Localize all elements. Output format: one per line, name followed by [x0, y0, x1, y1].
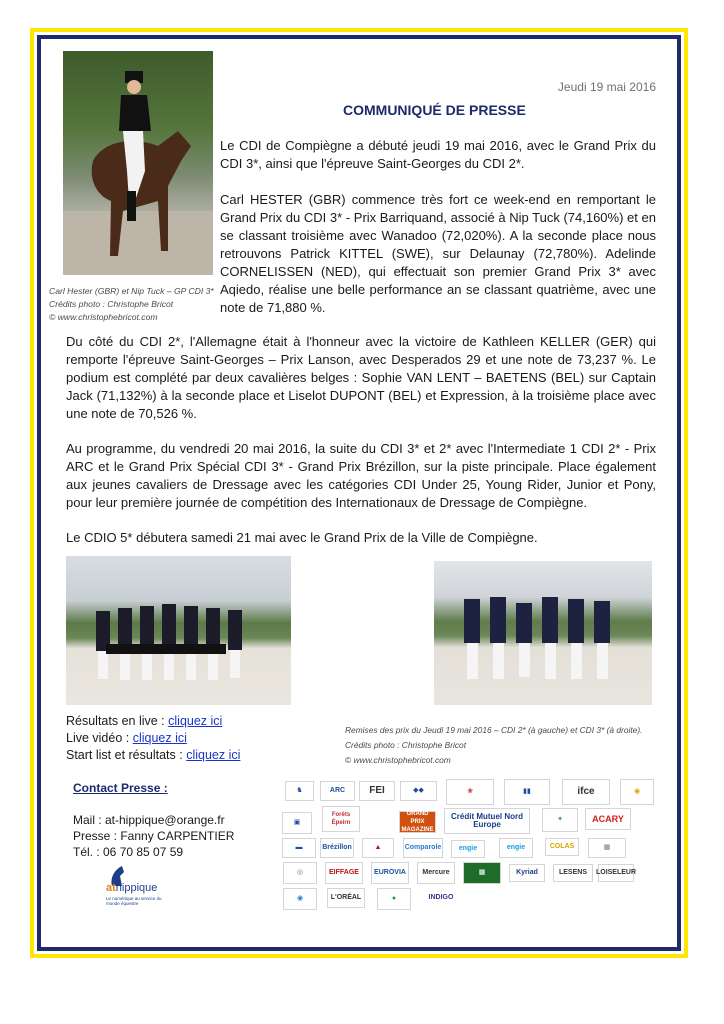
paragraph-cdio: Le CDIO 5* débutera samedi 21 mai avec le Grand Prix de la Ville de Compiègne.	[66, 530, 538, 545]
sponsor-logo: L'ORÉAL	[327, 888, 365, 908]
sponsor-logo: LESENS	[553, 864, 593, 882]
sponsor-logo: Forêts Épeirn	[322, 806, 360, 832]
results-live-link[interactable]: cliquez ici	[168, 714, 223, 728]
sponsor-logo: Kyriad	[509, 864, 545, 882]
at-hippique-logo: athippique Le numérique au service du monde équestre	[104, 864, 174, 904]
press-date: Jeudi 19 mai 2016	[557, 80, 656, 94]
photo-podium-cdi3	[434, 561, 652, 705]
sponsor-logo: ▲	[362, 838, 394, 858]
sponsor-logo: Comparole	[403, 838, 443, 858]
sponsor-logo: ifce	[562, 779, 610, 805]
photo-podium-cdi2	[66, 556, 291, 705]
sponsor-logo: COLAS	[545, 838, 579, 856]
page-title: COMMUNIQUÉ DE PRESSE	[343, 102, 526, 118]
sponsor-logo: GRAND PRIX MAGAZINE	[399, 811, 436, 833]
sponsor-logo: LOISELEUR	[598, 864, 634, 882]
sponsor-logo: EIFFAGE	[325, 862, 363, 884]
sponsor-logo: Brézillon	[320, 838, 354, 858]
contact-lines	[73, 812, 234, 860]
contact-title: Contact Presse :	[73, 781, 168, 795]
contact-tel: Tél. : 06 70 85 07 59	[73, 845, 184, 859]
sponsor-logo: ✦	[542, 808, 578, 832]
photo-rider	[63, 51, 213, 275]
horse-rider-illustration	[63, 51, 213, 275]
caption-line: Carl Hester (GBR) et Nip Tuck – GP CDI 3*	[49, 286, 214, 296]
caption-line: © www.christophebricot.com	[345, 755, 451, 765]
contact-presse: Presse : Fanny CARPENTIER	[73, 829, 235, 843]
sponsor-logo: Crédit Mutuel Nord Europe	[444, 808, 530, 834]
sponsor-logo: ▮▮	[504, 779, 550, 805]
sponsor-logo: INDIGO	[421, 888, 461, 908]
contact-mail: Mail : at-hippique@orange.fr	[73, 813, 225, 827]
caption-line: Crédits photo : Christophe Bricot	[345, 740, 467, 750]
links-block	[66, 713, 240, 764]
sponsor-logo: ▬	[282, 838, 316, 858]
bottom-photo-caption	[345, 724, 642, 767]
sponsor-logo: FEI	[359, 781, 395, 801]
group-illustration-right	[434, 561, 652, 705]
sponsor-logo: ▣	[282, 812, 312, 834]
paragraph-programme: Au programme, du vendredi 20 mai 2016, la suite du CDI 3* et 2* avec l'Intermediate 1 CDI 2* - Prix ARC et le Grand Prix Spécial CDI 3* - Grand Prix Brézillon, sur la piste principale. Place également aux jeunes cavaliers de Dressage avec les catégories CDI Under 25, Young Rider, Junior et Pony, pour leur première journée de compétition des Internationaux de Dressage de Compiègne.	[66, 441, 656, 510]
link-row-results: Résultats en live : cliquez ici	[66, 714, 223, 728]
sponsor-logo: ◉	[620, 779, 654, 805]
live-video-link[interactable]: cliquez ici	[132, 731, 187, 745]
top-photo-caption	[49, 285, 214, 324]
sponsor-logo: ARC	[320, 781, 355, 801]
sponsor-logo: ●	[377, 888, 411, 910]
sponsor-logo: ▦	[463, 862, 501, 884]
link-row-startlist: Start list et résultats : cliquez ici	[66, 748, 241, 762]
logo-text: hippique	[115, 882, 158, 894]
start-list-link[interactable]: cliquez ici	[186, 748, 241, 762]
paragraph-cdi3: Carl HESTER (GBR) commence très fort ce week-end en remportant le Grand Prix du CDI 3* - Prix Barriquand, associé à Nip Tuck (74,160%) et en se classant troisième avec Wanadoo (72,020%). A la seconde place nous retrouvons Patrick KITTEL (SWE), sur Delaunay (72,780%). Adelinde CORNELISSEN (NED), qui effectuait son premier Grand Prix 3* avec Aqiedo, réalise une belle performance an se classant quatrième, avec une note de 71,880 %.	[220, 192, 656, 315]
sponsor-logo: ◎	[283, 862, 317, 884]
sponsor-logo: ▦	[588, 838, 626, 858]
sponsor-logo: ◉	[283, 888, 317, 910]
caption-line: Remises des prix du Jeudi 19 mai 2016 – CDI 2* (à gauche) et CDI 3* (à droite).	[345, 725, 643, 735]
caption-line: © www.christophebricot.com	[49, 312, 158, 322]
link-row-video: Live vidéo : cliquez ici	[66, 731, 187, 745]
sponsor-logo: ◆◆	[400, 781, 437, 801]
group-illustration-left	[66, 556, 291, 705]
paragraph-intro: Le CDI de Compiègne a débuté jeudi 19 mai 2016, avec le Grand Prix du CDI 3*, ainsi que l'épreuve Saint-Georges du CDI 2*.	[220, 138, 656, 171]
sponsor-logo: engie	[499, 838, 533, 858]
sponsor-logo: Mercure	[417, 862, 455, 884]
logo-sub: Le numérique au service du monde équestre	[106, 896, 162, 906]
sponsor-logo: EUROVIA	[371, 862, 409, 884]
sponsor-logo: ACARY	[585, 808, 631, 830]
sponsor-logo: ♞	[285, 781, 314, 801]
sponsor-logo: ❀	[446, 779, 494, 805]
caption-line: Crédits photo : Christophe Bricot	[49, 299, 174, 309]
paragraph-cdi2: Du côté du CDI 2*, l'Allemagne était à l'honneur avec la victoire de Kathleen KELLER (GER) qui remporte l'épreuve Saint-Georges – Prix Lanson, avec Desperados 29 et une note de 73,237 %. Le podium est complété par deux cavalières belges : Sophie VAN LENT – BAETENS (BEL) sur Captain Jack (71,132%) à la seconde place et Liselot DUPONT (BEL) et Expression, à la troisième place avec une note de 70,526 %.	[66, 334, 656, 421]
sponsor-logo: engie	[451, 840, 485, 858]
